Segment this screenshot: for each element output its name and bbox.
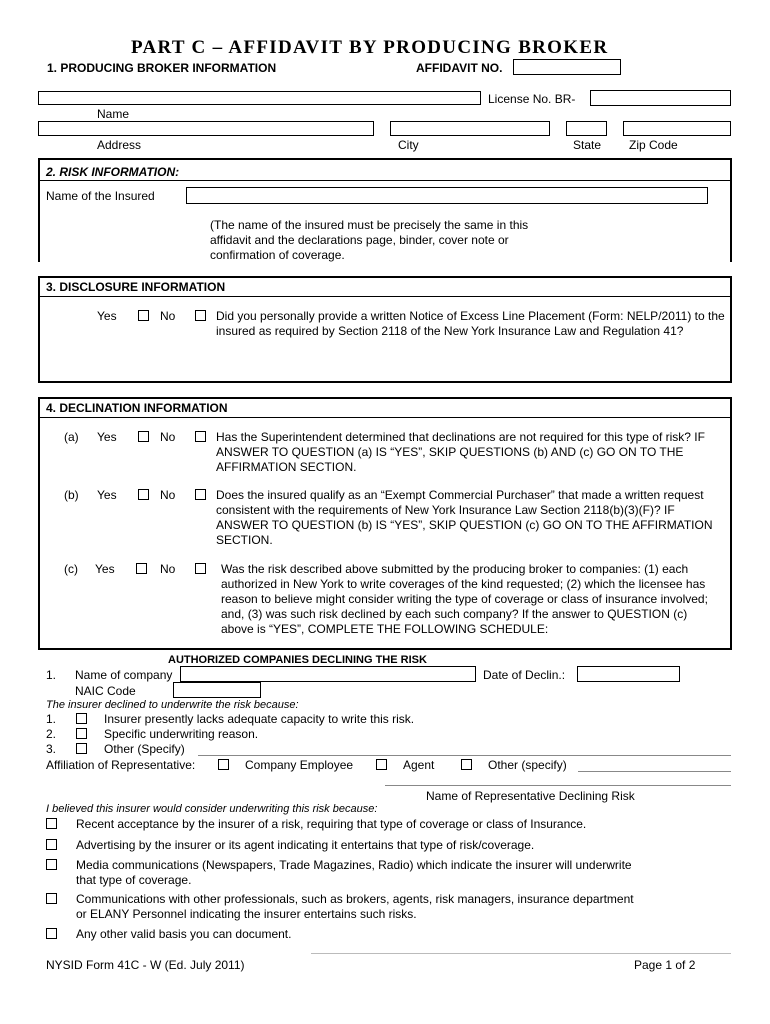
representative-name-field[interactable] [385,785,731,786]
reason-3-text: Other (Specify) [104,742,185,756]
state-field[interactable] [566,121,607,136]
divider [38,180,732,181]
naic-code-field[interactable] [173,682,261,698]
question-a-letter: (a) [64,430,79,444]
question-a-text: Has the Superintendent determined that declinations are not required for this type of risk? IF ANSWER TO QUESTION (a) IS “YES”, SKIP QUESTIONS (b) AND (c) GO ON TO THE AFFIRMATION SECTION. [216,430,705,474]
affiliation-label: Affiliation of Representative: [46,758,196,772]
divider [38,296,732,297]
reason-3-checkbox[interactable] [76,743,87,754]
address-label: Address [97,138,142,152]
belief-4-checkbox[interactable] [46,893,57,904]
risk-section-heading: 2. RISK INFORMATION: [46,165,180,179]
broker-section-heading: 1. PRODUCING BROKER INFORMATION [47,61,277,75]
city-field[interactable] [390,121,550,136]
reason-2-number: 2. [46,727,57,741]
question-b-letter: (b) [64,488,79,502]
question-c-no-checkbox[interactable] [195,563,206,574]
question-c-letter: (c) [64,562,78,576]
question-a-no-label: No [160,430,176,444]
company-employee-label: Company Employee [245,758,354,772]
other-affiliation-field[interactable] [578,771,731,772]
name-label: Name [97,107,130,121]
reason-2-text: Specific underwriting reason. [104,727,259,741]
reason-1-number: 1. [46,712,57,726]
belief-5-text: Any other valid basis you can document. [76,927,292,941]
footer-divider [311,953,731,954]
declined-intro: The insurer declined to underwrite the risk because: [46,699,299,711]
believed-intro: I believed this insurer would consider underwriting this risk because: [46,803,378,815]
question-c-yes-checkbox[interactable] [136,563,147,574]
belief-4-text: Communications with other professionals, such as brokers, agents, risk managers, insurance department or ELANY Personnel indicating the insurer entertains such risks. [76,892,634,921]
insured-name-label: Name of the Insured [46,189,155,203]
form-identifier: NYSID Form 41C - W (Ed. July 2011) [46,958,245,972]
question-b-yes-label: Yes [97,488,117,502]
belief-5-checkbox[interactable] [46,928,57,939]
disclosure-section-heading: 3. DISCLOSURE INFORMATION [46,280,226,294]
broker-name-field[interactable] [38,91,481,105]
declination-section-heading: 4. DECLINATION INFORMATION [46,401,228,415]
state-label: State [573,138,602,152]
reason-1-text: Insurer presently lacks adequate capacity to write this risk. [104,712,415,726]
disclosure-yes-checkbox[interactable] [138,310,149,321]
agent-label: Agent [403,758,435,772]
belief-3-text: Media communications (Newspapers, Trade Magazines, Radio) which indicate the insurer will underwrite that type of coverage. [76,858,632,887]
company-name-label: Name of company [75,668,173,682]
disclosure-no-label: No [160,309,176,323]
question-c-text: Was the risk described above submitted by the producing broker to companies: (1) each authorized in New York to write coverages of the kind requested; (2) which the licensee has reason to believe might consider writing the type of coverage or class of insurance involved; and, (3) was such risk declined by each such company? If the answer to QUESTION (c) above is “YES”, COMPLETE THE FOLLOWING SCHEDULE: [221,562,708,636]
zip-code-label: Zip Code [629,138,678,152]
reason-3-number: 3. [46,742,57,756]
license-no-label: License No. BR- [488,92,576,106]
address-field[interactable] [38,121,374,136]
question-b-text: Does the insured qualify as an “Exempt Commercial Purchaser” that made a written request consistent with the requirements of New York Insurance Law Section 2118(b)(3)(F)? IF ANSWER TO QUESTION (b) IS “YES”, SKIP QUESTION (c) GO ON TO THE AFFIRMATION SECTION. [216,488,713,547]
belief-2-checkbox[interactable] [46,839,57,850]
affidavit-no-field[interactable] [513,59,621,75]
disclosure-no-checkbox[interactable] [195,310,206,321]
reason-1-checkbox[interactable] [76,713,87,724]
declination-date-label: Date of Declin.: [483,668,566,682]
declination-date-field[interactable] [577,666,680,682]
divider [38,417,732,418]
question-b-no-label: No [160,488,176,502]
other-affiliation-label: Other (specify) [488,758,567,772]
question-b-yes-checkbox[interactable] [138,489,149,500]
naic-code-label: NAIC Code [75,684,136,698]
question-c-no-label: No [160,562,176,576]
belief-1-text: Recent acceptance by the insurer of a risk, requiring that type of coverage or class of Insurance. [76,817,587,831]
company-employee-checkbox[interactable] [218,759,229,770]
page-title: PART C – AFFIDAVIT BY PRODUCING BROKER [131,37,609,58]
city-label: City [398,138,419,152]
page-number: Page 1 of 2 [634,958,696,972]
question-a-yes-label: Yes [97,430,117,444]
other-affiliation-checkbox[interactable] [461,759,472,770]
company-name-field[interactable] [180,666,476,682]
question-a-no-checkbox[interactable] [195,431,206,442]
insured-name-field[interactable] [186,187,708,204]
disclosure-question: Did you personally provide a written Notice of Excess Line Placement (Form: NELP/2011) to the insured as required by Section 2118 of the New York Insurance Law and Regulation 41? [216,309,725,338]
company-number: 1. [46,668,57,682]
belief-1-checkbox[interactable] [46,818,57,829]
agent-checkbox[interactable] [376,759,387,770]
reason-2-checkbox[interactable] [76,728,87,739]
other-specify-field[interactable] [198,755,731,756]
belief-3-checkbox[interactable] [46,859,57,870]
disclosure-yes-label: Yes [97,309,117,323]
question-c-yes-label: Yes [95,562,115,576]
companies-heading: AUTHORIZED COMPANIES DECLINING THE RISK [168,654,427,666]
license-no-field[interactable] [590,90,731,106]
representative-name-label: Name of Representative Declining Risk [426,789,635,803]
belief-2-text: Advertising by the insurer or its agent indicating it entertains that type of risk/coverage. [76,838,535,852]
insured-name-note: (The name of the insured must be precisely the same in this affidavit and the declarations page, binder, cover note or confirmation of coverage. [210,218,529,262]
question-a-yes-checkbox[interactable] [138,431,149,442]
affidavit-no-label: AFFIDAVIT NO. [416,61,503,75]
zip-code-field[interactable] [623,121,731,136]
question-b-no-checkbox[interactable] [195,489,206,500]
